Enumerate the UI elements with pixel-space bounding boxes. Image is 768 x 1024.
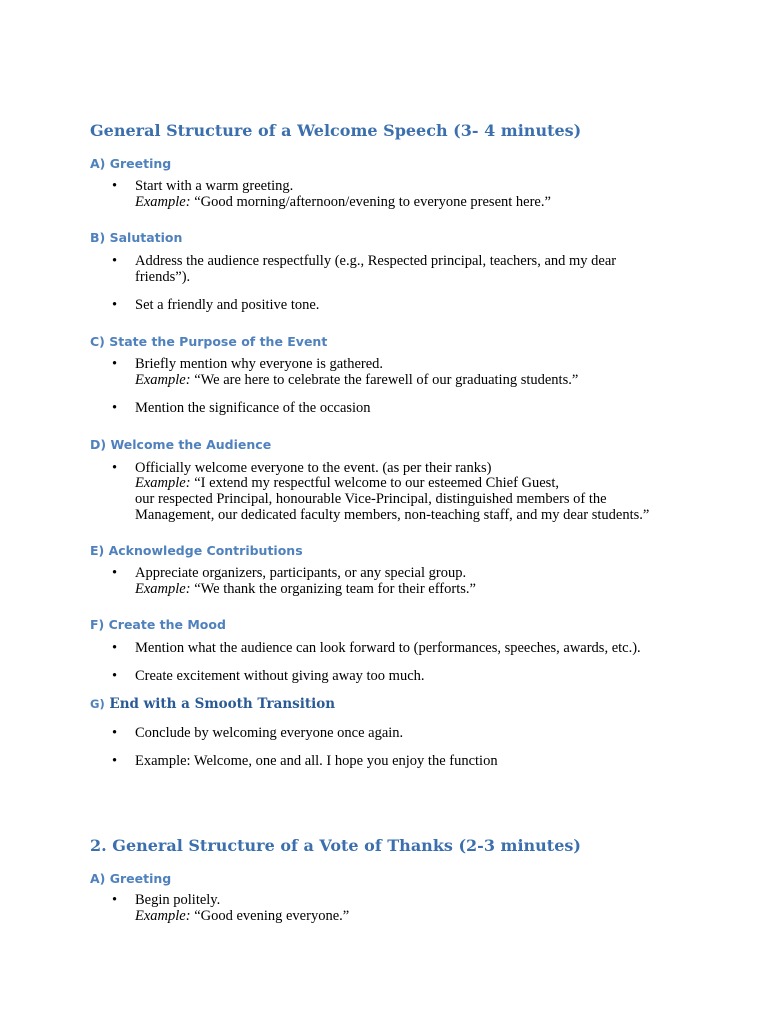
section-heading-mood: F) Create the Mood — [90, 617, 226, 632]
example-line — [135, 475, 559, 492]
list-item: Example: Welcome, one and all. I hope you enjoy the function — [135, 753, 498, 769]
vote-of-thanks-title: 2. General Structure of a Vote of Thanks (2-3 minutes) — [90, 836, 581, 855]
section-heading-transition — [90, 696, 335, 712]
list-item: Address the audience respectfully (e.g., Respected principal, teachers, and my dear — [135, 253, 617, 269]
list-item: Mention what the audience can look forward to (performances, speeches, awards, etc.). — [135, 640, 641, 656]
example-label: Example: — [135, 581, 191, 597]
example-text: “We thank the organizing team for their efforts.” — [190, 581, 476, 597]
bullet: • — [112, 400, 118, 416]
list-item-continuation: our respected Principal, honourable Vice-Principal, distinguished members of the — [135, 491, 607, 507]
bullet: • — [112, 253, 118, 269]
list-item: Conclude by welcoming everyone once again. — [135, 725, 404, 741]
example-label: Example: — [135, 908, 191, 924]
section-heading-purpose: C) State the Purpose of the Event — [90, 334, 328, 349]
example-text: “Good morning/afternoon/evening to everyone present here.” — [190, 194, 551, 210]
example-label: Example: — [135, 475, 191, 491]
list-item-continuation: friends”). — [135, 269, 191, 285]
bullet: • — [112, 892, 118, 908]
bullet: • — [112, 178, 118, 194]
section-heading-welcome-audience: D) Welcome the Audience — [90, 437, 272, 452]
bullet: • — [112, 725, 118, 741]
bullet: • — [112, 753, 118, 769]
welcome-title: General Structure of a Welcome Speech (3- 4 minutes) — [90, 121, 582, 140]
heading-text: End with a Smooth Transition — [104, 696, 336, 712]
example-line — [135, 581, 476, 598]
list-item-continuation: Management, our dedicated faculty members, non-teaching staff, and my dear students.” — [135, 507, 650, 523]
bullet: • — [112, 640, 118, 656]
list-item: Begin politely. — [135, 892, 221, 908]
section-heading-salutation: B) Salutation — [90, 230, 183, 245]
heading-prefix: G) — [90, 697, 105, 711]
bullet: • — [112, 565, 118, 581]
bullet: • — [112, 297, 118, 313]
example-text: “Good evening everyone.” — [190, 908, 350, 924]
section-heading-greeting: A) Greeting — [90, 156, 172, 171]
list-item: Create excitement without giving away too much. — [135, 668, 425, 684]
section-heading-greeting: A) Greeting — [90, 871, 172, 886]
example-line — [135, 908, 349, 925]
section-heading-contributions: E) Acknowledge Contributions — [90, 543, 303, 558]
bullet: • — [112, 460, 118, 476]
example-line — [135, 372, 578, 389]
list-item: Appreciate organizers, participants, or any special group. — [135, 565, 467, 581]
list-item: Mention the significance of the occasion — [135, 400, 371, 416]
list-item: Briefly mention why everyone is gathered. — [135, 356, 384, 372]
list-item: Set a friendly and positive tone. — [135, 297, 320, 313]
example-text: “I extend my respectful welcome to our esteemed Chief Guest, — [190, 475, 559, 491]
example-label: Example: — [135, 372, 191, 388]
example-text: “We are here to celebrate the farewell of our graduating students.” — [190, 372, 579, 388]
bullet: • — [112, 356, 118, 372]
bullet: • — [112, 668, 118, 684]
example-label: Example: — [135, 194, 191, 210]
list-item: Start with a warm greeting. — [135, 178, 294, 194]
list-item: Officially welcome everyone to the event. (as per their ranks) — [135, 460, 492, 476]
example-line — [135, 194, 551, 211]
